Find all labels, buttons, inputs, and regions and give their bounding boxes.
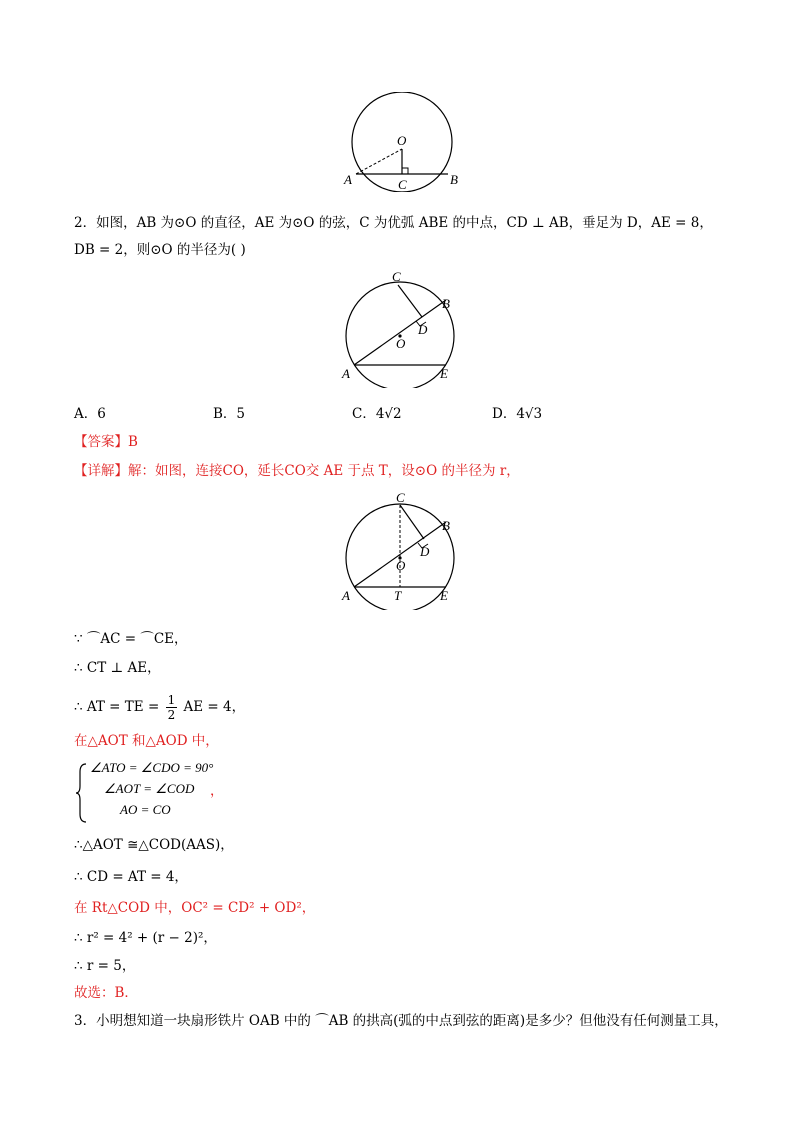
fig3-label-t: T <box>394 588 402 603</box>
fig2-label-e: E <box>440 366 448 381</box>
step-9: ∴ r = 5， <box>74 958 136 974</box>
fig2-label-o: O <box>396 336 406 351</box>
figure-circle-diameter <box>334 268 474 388</box>
step-10: 故选：B． <box>74 985 138 1001</box>
fig1-label-a: A <box>344 172 352 187</box>
fig1-label-o: O <box>397 133 407 148</box>
fig3-label-o: O <box>396 558 406 573</box>
step-5: ∴△AOT ≅△COD(AAS)， <box>74 837 234 853</box>
figure-circle-solution <box>334 490 474 610</box>
step-3 <box>74 693 245 722</box>
fig3-label-d: D <box>420 544 430 559</box>
answer-tag: 【答案】 <box>74 434 128 450</box>
fig2-label-b: B <box>442 296 450 311</box>
step-2: ∴ CT ⊥ AE， <box>74 660 161 676</box>
step-3-fraction <box>166 693 178 722</box>
fig2-label-c: C <box>392 269 401 284</box>
question-3-line-1: 3．小明想知道一块扇形铁片 OAB 中的 ⌒AB 的拱高(弧的中点到弦的距离)是多少？但他没有任何测量工具， <box>74 1013 728 1029</box>
fig2-label-a: A <box>342 366 350 381</box>
choice-b: B．5 <box>213 406 246 422</box>
choice-d: D．4√3 <box>492 406 543 422</box>
step-3-lhs: ∴ AT = TE = <box>74 699 160 715</box>
step-3-denominator: 2 <box>167 708 176 722</box>
system-line-3: AO = CO <box>120 802 171 817</box>
choice-a: A．6 <box>74 406 106 422</box>
answer-line <box>74 433 138 451</box>
step-1: ∵ ⌒AC = ⌒CE， <box>74 631 188 647</box>
step-3-rhs: AE = 4， <box>183 699 246 715</box>
step-3-numerator: 1 <box>167 693 176 707</box>
step-8: ∴ r² = 4² + (r − 2)²， <box>74 930 217 946</box>
fig3-label-c: C <box>396 490 405 505</box>
figure-circle-chord <box>340 92 470 192</box>
system-end: ， <box>210 783 224 799</box>
question-2-line-2: DB = 2，则⊙O 的半径为( ) <box>74 242 246 258</box>
system-line-2: ∠AOT = ∠COD <box>104 781 195 796</box>
fig2-label-d: D <box>418 322 428 337</box>
system-line-1: ∠ATO = ∠CDO = 90° <box>90 760 214 775</box>
detail-text: 解：如图，连接CO，延长CO交 AE 于点 T，设⊙O 的半径为 r， <box>128 463 520 479</box>
detail-tag: 【详解】 <box>74 463 128 479</box>
detail-line <box>74 462 520 480</box>
fig3-label-e: E <box>440 588 448 603</box>
answer-value: B <box>128 434 138 450</box>
fig3-label-a: A <box>342 588 350 603</box>
step-4: 在△AOT 和△AOD 中， <box>74 733 219 749</box>
step-6: ∴ CD = AT = 4， <box>74 869 188 885</box>
step-7: 在 Rt△COD 中，OC² = CD² + OD²， <box>74 900 316 916</box>
system-brace <box>74 762 88 824</box>
fig3-label-b: B <box>442 518 450 533</box>
question-2-line-1: 2．如图，AB 为⊙O 的直径，AE 为⊙O 的弦，C 为优弧 ABE 的中点，CD ⊥ AB，垂足为 D，AE = 8， <box>74 215 713 231</box>
fig1-label-c: C <box>398 177 407 192</box>
choice-c: C．4√2 <box>352 406 402 422</box>
fig1-label-b: B <box>450 172 458 187</box>
